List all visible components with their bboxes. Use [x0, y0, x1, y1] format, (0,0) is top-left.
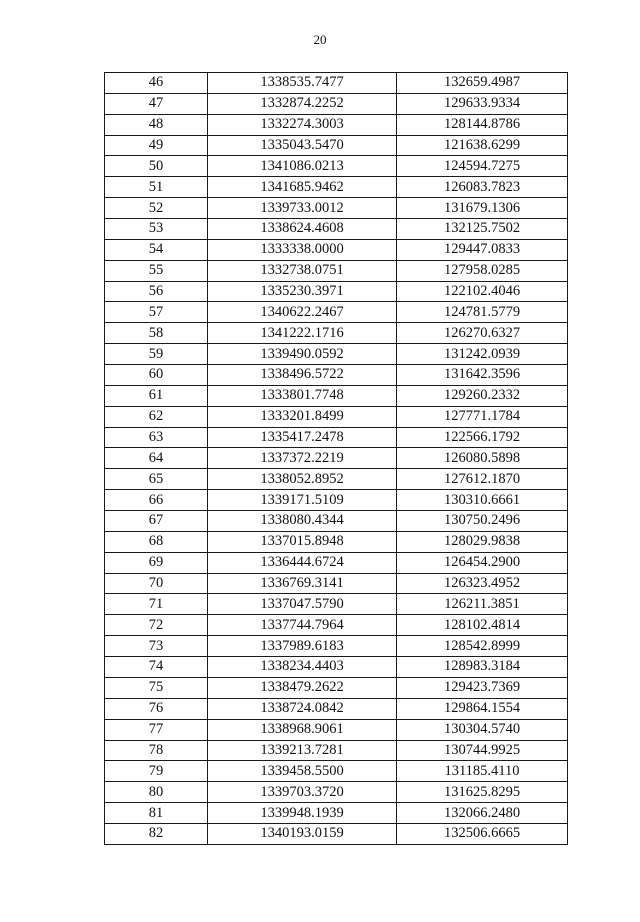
- point-number-cell: 52: [105, 198, 208, 219]
- x-coordinate-cell: 1339458.5500: [208, 761, 397, 782]
- table-row: [105, 344, 568, 365]
- y-coordinate-cell: 131242.0939: [397, 344, 568, 365]
- table-row: [105, 657, 568, 678]
- x-coordinate-cell: 1339171.5109: [208, 490, 397, 511]
- point-number-cell: 78: [105, 740, 208, 761]
- y-coordinate-cell: 126080.5898: [397, 448, 568, 469]
- x-coordinate-cell: 1339948.1939: [208, 803, 397, 824]
- y-coordinate-cell: 126270.6327: [397, 323, 568, 344]
- y-coordinate-cell: 126211.3851: [397, 594, 568, 615]
- x-coordinate-cell: 1341685.9462: [208, 177, 397, 198]
- table-row: [105, 219, 568, 240]
- x-coordinate-cell: 1336769.3141: [208, 573, 397, 594]
- y-coordinate-cell: 129423.7369: [397, 677, 568, 698]
- y-coordinate-cell: 128144.8786: [397, 114, 568, 135]
- point-number-cell: 76: [105, 698, 208, 719]
- point-number-cell: 62: [105, 406, 208, 427]
- x-coordinate-cell: 1339213.7281: [208, 740, 397, 761]
- point-number-cell: 70: [105, 573, 208, 594]
- coordinates-table-body: [105, 73, 568, 845]
- point-number-cell: 65: [105, 469, 208, 490]
- y-coordinate-cell: 131185.4110: [397, 761, 568, 782]
- table-row: [105, 469, 568, 490]
- point-number-cell: 81: [105, 803, 208, 824]
- x-coordinate-cell: 1332874.2252: [208, 93, 397, 114]
- table-row: [105, 198, 568, 219]
- point-number-cell: 59: [105, 344, 208, 365]
- y-coordinate-cell: 124781.5779: [397, 302, 568, 323]
- point-number-cell: 68: [105, 531, 208, 552]
- x-coordinate-cell: 1337989.6183: [208, 636, 397, 657]
- y-coordinate-cell: 131625.8295: [397, 782, 568, 803]
- table-row: [105, 114, 568, 135]
- table-row: [105, 552, 568, 573]
- y-coordinate-cell: 126083.7823: [397, 177, 568, 198]
- coordinates-table: [104, 72, 568, 845]
- point-number-cell: 75: [105, 677, 208, 698]
- y-coordinate-cell: 128029.9838: [397, 531, 568, 552]
- table-row: [105, 448, 568, 469]
- y-coordinate-cell: 121638.6299: [397, 135, 568, 156]
- table-row: [105, 281, 568, 302]
- table-row: [105, 323, 568, 344]
- table-row: [105, 93, 568, 114]
- point-number-cell: 69: [105, 552, 208, 573]
- point-number-cell: 71: [105, 594, 208, 615]
- x-coordinate-cell: 1337015.8948: [208, 531, 397, 552]
- y-coordinate-cell: 122566.1792: [397, 427, 568, 448]
- x-coordinate-cell: 1333201.8499: [208, 406, 397, 427]
- x-coordinate-cell: 1332738.0751: [208, 260, 397, 281]
- point-number-cell: 51: [105, 177, 208, 198]
- y-coordinate-cell: 122102.4046: [397, 281, 568, 302]
- y-coordinate-cell: 129447.0833: [397, 239, 568, 260]
- y-coordinate-cell: 132066.2480: [397, 803, 568, 824]
- x-coordinate-cell: 1335230.3971: [208, 281, 397, 302]
- point-number-cell: 79: [105, 761, 208, 782]
- point-number-cell: 74: [105, 657, 208, 678]
- y-coordinate-cell: 124594.7275: [397, 156, 568, 177]
- point-number-cell: 64: [105, 448, 208, 469]
- table-row: [105, 594, 568, 615]
- table-row: [105, 73, 568, 94]
- table-row: [105, 636, 568, 657]
- x-coordinate-cell: 1340193.0159: [208, 823, 397, 844]
- point-number-cell: 67: [105, 511, 208, 532]
- table-row: [105, 511, 568, 532]
- page-number: 20: [313, 32, 327, 47]
- y-coordinate-cell: 130750.2496: [397, 511, 568, 532]
- y-coordinate-cell: 126323.4952: [397, 573, 568, 594]
- y-coordinate-cell: 129633.9334: [397, 93, 568, 114]
- point-number-cell: 47: [105, 93, 208, 114]
- x-coordinate-cell: 1338624.4608: [208, 219, 397, 240]
- table-row: [105, 573, 568, 594]
- y-coordinate-cell: 127612.1870: [397, 469, 568, 490]
- table-row: [105, 719, 568, 740]
- table-row: [105, 260, 568, 281]
- y-coordinate-cell: 128102.4814: [397, 615, 568, 636]
- y-coordinate-cell: 130744.9925: [397, 740, 568, 761]
- y-coordinate-cell: 131679.1306: [397, 198, 568, 219]
- x-coordinate-cell: 1335043.5470: [208, 135, 397, 156]
- y-coordinate-cell: 128542.8999: [397, 636, 568, 657]
- point-number-cell: 61: [105, 385, 208, 406]
- x-coordinate-cell: 1340622.2467: [208, 302, 397, 323]
- y-coordinate-cell: 127771.1784: [397, 406, 568, 427]
- point-number-cell: 63: [105, 427, 208, 448]
- point-number-cell: 73: [105, 636, 208, 657]
- table-row: [105, 761, 568, 782]
- x-coordinate-cell: 1337744.7964: [208, 615, 397, 636]
- table-row: [105, 803, 568, 824]
- table-row: [105, 823, 568, 844]
- x-coordinate-cell: 1339490.0592: [208, 344, 397, 365]
- table-row: [105, 385, 568, 406]
- point-number-cell: 53: [105, 219, 208, 240]
- x-coordinate-cell: 1339703.3720: [208, 782, 397, 803]
- x-coordinate-cell: 1333338.0000: [208, 239, 397, 260]
- y-coordinate-cell: 129260.2332: [397, 385, 568, 406]
- table-row: [105, 615, 568, 636]
- x-coordinate-cell: 1332274.3003: [208, 114, 397, 135]
- x-coordinate-cell: 1338080.4344: [208, 511, 397, 532]
- table-row: [105, 782, 568, 803]
- x-coordinate-cell: 1339733.0012: [208, 198, 397, 219]
- table-row: [105, 135, 568, 156]
- table-row: [105, 177, 568, 198]
- y-coordinate-cell: 132659.4987: [397, 73, 568, 94]
- x-coordinate-cell: 1337372.2219: [208, 448, 397, 469]
- table-row: [105, 490, 568, 511]
- table-row: [105, 740, 568, 761]
- point-number-cell: 55: [105, 260, 208, 281]
- table-row: [105, 302, 568, 323]
- y-coordinate-cell: 131642.3596: [397, 365, 568, 386]
- point-number-cell: 57: [105, 302, 208, 323]
- point-number-cell: 60: [105, 365, 208, 386]
- y-coordinate-cell: 128983.3184: [397, 657, 568, 678]
- x-coordinate-cell: 1338724.0842: [208, 698, 397, 719]
- y-coordinate-cell: 130310.6661: [397, 490, 568, 511]
- point-number-cell: 48: [105, 114, 208, 135]
- x-coordinate-cell: 1341086.0213: [208, 156, 397, 177]
- x-coordinate-cell: 1338535.7477: [208, 73, 397, 94]
- point-number-cell: 80: [105, 782, 208, 803]
- point-number-cell: 58: [105, 323, 208, 344]
- x-coordinate-cell: 1336444.6724: [208, 552, 397, 573]
- point-number-cell: 49: [105, 135, 208, 156]
- table-row: [105, 365, 568, 386]
- y-coordinate-cell: 129864.1554: [397, 698, 568, 719]
- x-coordinate-cell: 1333801.7748: [208, 385, 397, 406]
- x-coordinate-cell: 1337047.5790: [208, 594, 397, 615]
- x-coordinate-cell: 1335417.2478: [208, 427, 397, 448]
- x-coordinate-cell: 1338479.2622: [208, 677, 397, 698]
- point-number-cell: 82: [105, 823, 208, 844]
- point-number-cell: 54: [105, 239, 208, 260]
- y-coordinate-cell: 126454.2900: [397, 552, 568, 573]
- table-row: [105, 239, 568, 260]
- table-row: [105, 406, 568, 427]
- point-number-cell: 72: [105, 615, 208, 636]
- y-coordinate-cell: 127958.0285: [397, 260, 568, 281]
- x-coordinate-cell: 1338052.8952: [208, 469, 397, 490]
- x-coordinate-cell: 1338234.4403: [208, 657, 397, 678]
- point-number-cell: 66: [105, 490, 208, 511]
- point-number-cell: 77: [105, 719, 208, 740]
- point-number-cell: 56: [105, 281, 208, 302]
- table-row: [105, 427, 568, 448]
- table-row: [105, 531, 568, 552]
- y-coordinate-cell: 130304.5740: [397, 719, 568, 740]
- x-coordinate-cell: 1338496.5722: [208, 365, 397, 386]
- y-coordinate-cell: 132125.7502: [397, 219, 568, 240]
- point-number-cell: 46: [105, 73, 208, 94]
- point-number-cell: 50: [105, 156, 208, 177]
- x-coordinate-cell: 1341222.1716: [208, 323, 397, 344]
- table-row: [105, 677, 568, 698]
- x-coordinate-cell: 1338968.9061: [208, 719, 397, 740]
- y-coordinate-cell: 132506.6665: [397, 823, 568, 844]
- table-row: [105, 156, 568, 177]
- table-row: [105, 698, 568, 719]
